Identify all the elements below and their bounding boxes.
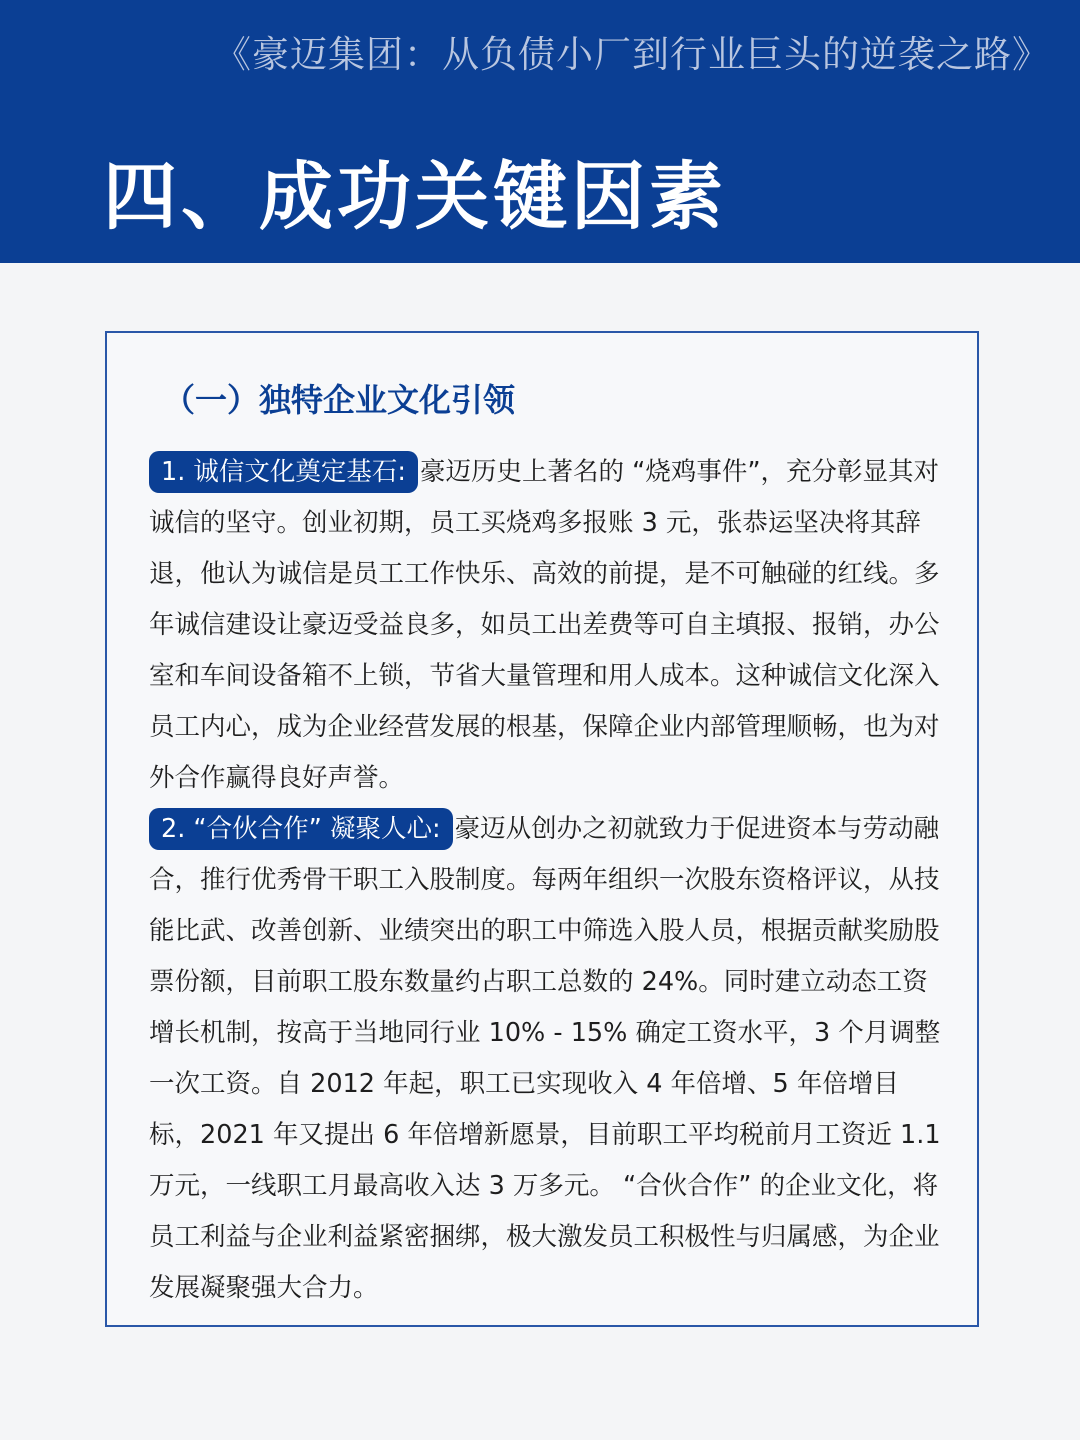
header-band [0, 0, 1080, 263]
body-text [149, 447, 945, 1314]
subsection-heading: （一）独特企业文化引领 [163, 381, 516, 419]
integrity-culture-tag: 1. 诚信文化奠定基石: [149, 451, 418, 493]
section-title: 四、成功关键因素 [103, 154, 727, 240]
paragraph-partnership-culture [149, 804, 945, 1314]
series-title: 《豪迈集团：从负债小厂到行业巨头的逆袭之路》 [214, 33, 1050, 76]
content-card [105, 331, 979, 1327]
paragraph-integrity-culture [149, 447, 945, 804]
partnership-culture-tag: 2. “合伙合作” 凝聚人心: [149, 808, 453, 850]
integrity-culture-text: 豪迈历史上著名的 “烧鸡事件”，充分彰显其对诚信的坚守。创业初期，员工买烧鸡多报账 3 元，张恭运坚决将其辞退，他认为诚信是员工工作快乐、高效的前提，是不可触碰的红线。多年诚信建设让豪迈受益良多，如员工出差费等可自主填报、报销，办公室和车间设备箱不上锁，节省大量管理和用人成本。这种诚信文化深入员工内心，成为企业经营发展的根基，保障企业内部管理顺畅，也为对外合作赢得良好声誉。 [149, 457, 940, 793]
partnership-culture-text: 豪迈从创办之初就致力于促进资本与劳动融合，推行优秀骨干职工入股制度。每两年组织一次股东资格评议，从技能比武、改善创新、业绩突出的职工中筛选入股人员，根据贡献奖励股票份额，目前职工股东数量约占职工总数的 24%。同时建立动态工资增长机制，按高于当地同行业 10% - 15% 确定工资水平，3 个月调整一次工资。自 2012 年起，职工已实现收入 4 年倍增、5 年倍增目标，2021 年又提出 6 年倍增新愿景，目前职工平均税前月工资近 1.1 万元，一线职工月最高收入达 3 万多元。 “合伙合作” 的企业文化，将员工利益与企业利益紧密捆绑，极大激发员工积极性与归属感，为企业发展凝聚强大合力。 [149, 814, 941, 1303]
